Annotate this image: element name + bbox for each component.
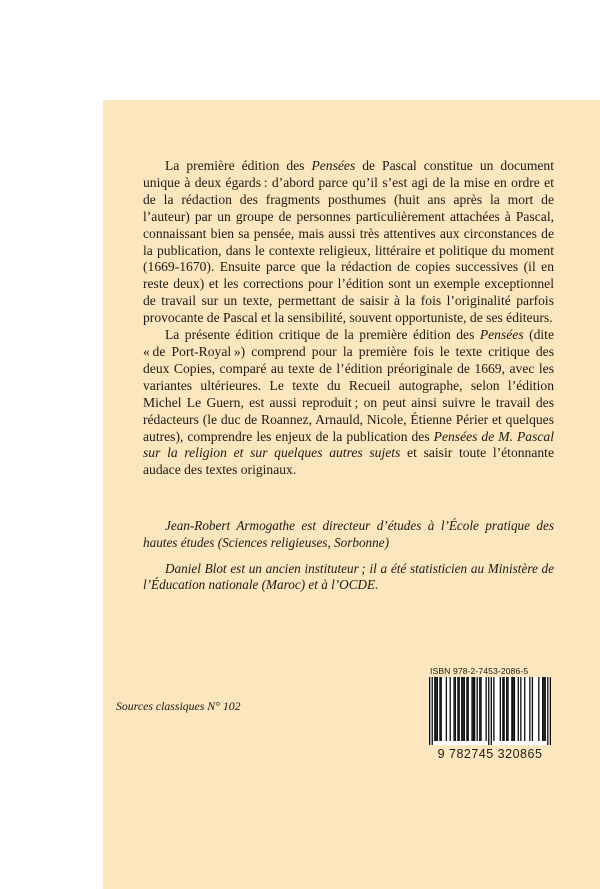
barcode-bar [502,677,503,741]
text-run: Jean-Robert Armogathe est directeur d’études à l’École pratique des hautes études (Sciences religieuses, Sorbonne) [143,518,554,550]
barcode-bar [474,677,475,741]
barcode-bar [547,677,548,745]
barcode-bar [542,677,543,741]
barcode-bar [503,677,504,741]
barcode-bar [511,677,512,741]
italic-text: Pensées de M. Pascal sur la religion et sur quelques autres sujets [143,428,555,461]
barcode-bar [506,677,507,741]
barcode-bar [471,677,472,741]
barcode-bar [466,677,467,741]
barcode-bar [435,677,436,741]
barcode-bar [488,677,489,745]
isbn-block [427,666,553,762]
isbn-label: ISBN 978-2-7453-2086-5 [430,666,529,676]
text-run: La présente édition critique de la première édition des [165,327,480,343]
text-run: Daniel Blot est un ancien instituteur ; il a été statisticien au Ministère de l’Éducation nationale (Maroc) et à l’OCDE. [143,560,554,593]
italic-text: Pensées [479,327,524,343]
barcode-bar [455,677,456,741]
barcode-bar [446,677,447,741]
barcode-bar [512,677,513,741]
barcode-bar [461,677,462,741]
author-bios [143,518,554,603]
barcode-bar [462,677,463,741]
barcode-bar [450,677,451,741]
barcode-bar [437,677,438,741]
barcode-bar [429,677,430,745]
barcode-bar [479,677,480,741]
barcode-bar [529,677,530,741]
bio-blot [143,561,554,595]
barcode-bar [477,677,478,741]
summary-text [143,158,554,479]
barcode-bar [518,677,519,741]
barcode-bar [493,677,494,741]
barcode-bar [480,677,481,741]
barcode-bar [524,677,525,741]
text-run: et saisir toute l’étonnante audace des textes originaux. [143,445,554,478]
series-label: Sources classiques N° 102 [116,699,241,713]
barcode-bar [514,677,515,741]
barcode-bar [491,677,492,745]
barcode-bar [453,677,454,741]
barcode-bar [439,677,440,741]
text-run: de Pascal constitue un document unique à deux égards : d’abord parce qu’il s’est agi de la mise en ordre et de la rédaction des fragments posthumes (huit ans après la mort de l’auteur) par un groupe de personnes particulièrement attachées à Pascal, connaissant bien sa pensée, mais aussi très attentives aux circonstances de la publication, dans le contexte religieux, littéraire et politique du moment (1669-1670). Ensuite parce que la rédaction de copies successives (il en reste deux) et les corrections pour l’édition sont un exemple exceptionnel de travail sur un texte, permettant de saisir à la fois l’originalité parfois provocante de Pascal et la sensibilité, souvent opportuniste, de ses éditeurs. [143,158,555,326]
ean-digits: 9 782745 320865 [437,747,543,761]
back-cover [103,100,600,889]
barcode-bar [520,677,521,741]
barcode-bar [464,677,465,741]
barcode-bar [468,677,469,741]
bio-armogathe [143,518,554,552]
barcode-bar [441,677,442,741]
text-run: La première édition des [165,158,312,173]
summary-paragraph-2 [143,327,554,479]
barcode-bar [459,677,460,741]
barcode-bar [532,677,533,741]
barcode-bar [434,677,435,741]
barcode-bar [538,677,539,741]
barcode-bar [550,677,551,745]
barcode-bar [543,677,544,741]
summary-paragraph-1 [143,158,554,327]
barcode-bar [473,677,474,741]
barcode-bar [500,677,501,741]
barcode-bar [486,677,487,741]
italic-text: Pensées [311,158,356,173]
barcode-icon [429,677,551,745]
barcode-bar [507,677,508,741]
barcode-bar [432,677,433,745]
barcode-bar [457,677,458,741]
text-run: (dite « de Port-Royal ») comprend pour la première fois le texte critique des deux Copies, comparé au texte de l’édition préoriginale de 1669, avec les variantes ultérieures. Le texte du Recueil autographe, selon l’édition Michel Le Guern, est aussi reproduit ; on peut ainsi suivre le travail des rédacteurs (le duc de Roannez, Arnauld, Nicole, Étienne Périer et quelques autres), comprendre les enjeux de la publication des [143,327,554,444]
barcode-bar [545,677,546,741]
